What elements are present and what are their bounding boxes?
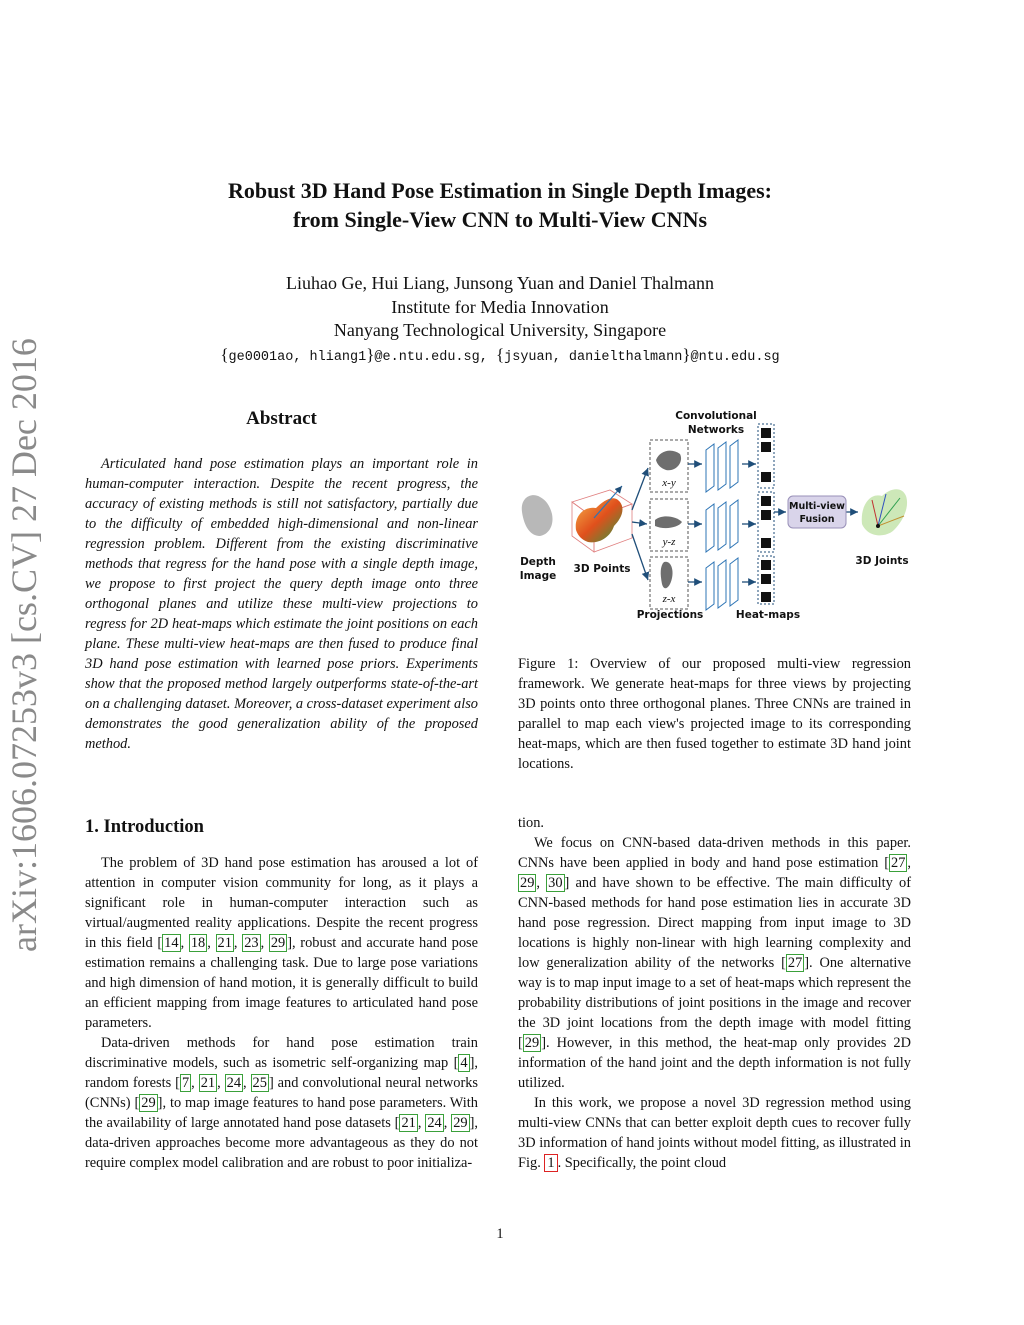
affiliation-2: Nanyang Technological University, Singapore — [333, 320, 667, 340]
citation-link[interactable]: 29 — [524, 1035, 540, 1051]
title-line-2: from Single-View CNN to Multi-View CNNs — [292, 207, 708, 232]
figure-reference-link[interactable]: 1 — [544, 1154, 557, 1172]
right-column-text — [518, 813, 911, 1173]
citation-link[interactable]: 30 — [548, 875, 563, 891]
fig-label-3d-joints: 3D Joints — [855, 555, 909, 567]
citation-link[interactable]: 7 — [181, 1075, 190, 1091]
citation-link[interactable]: 27 — [787, 955, 803, 971]
heatmap-column-yz — [758, 492, 774, 552]
projection-xy — [650, 440, 688, 492]
depth-image-hand — [522, 495, 553, 536]
introduction-heading: 1. Introduction — [85, 817, 204, 837]
citation-link[interactable]: 29 — [520, 875, 535, 891]
cnn-stack-xy — [706, 440, 738, 492]
citation-link[interactable]: 24 — [427, 1115, 442, 1131]
fig-label-projections: Projections — [636, 609, 704, 621]
fig-label-networks: Networks — [687, 424, 745, 436]
3d-joints-hand — [862, 489, 907, 535]
title-line-1: Robust 3D Hand Pose Estimation in Single Depth Images: — [228, 178, 772, 203]
intro-paragraph-1: The problem of 3D hand pose estimation has aroused a lot of attention in computer vision community for long, as it plays a significant role in human-computer interaction such as virtual/augmented reality applications. Despite the recent progress in this field [ 14 , 18 , 21 , 23 , 29 ], robust and accurate hand pose estimation remains a challenging task. Due to large pose variations and high dimension of hand motion, it is generally difficult to build an efficient mapping from image features to articulated hand pose parameters. — [85, 855, 479, 1031]
fig-label-multi-view: Multi-view — [789, 501, 845, 512]
label-view-zx: z-x — [662, 593, 676, 605]
citation-link[interactable]: 18 — [190, 935, 206, 951]
projection-zx — [650, 557, 688, 609]
citation-link[interactable]: 23 — [244, 935, 259, 951]
3d-points-cube — [572, 486, 632, 552]
figure-1-caption: Figure 1: Overview of our proposed multi-view regression framework. We generate heat-maps for three views by projecting 3D points onto three orthogonal planes. Three CNNs are trained in parallel to map each view's projected image to its corresponding heat-maps, which are then fused together to estimate 3D hand joint locations. — [518, 656, 911, 772]
cnn-stack-zx — [706, 558, 738, 610]
heatmap-column-xy — [758, 424, 774, 488]
citation-link[interactable]: 14 — [164, 935, 179, 951]
abstract-body: Articulated hand pose estimation plays an important role in human-computer interaction. Despite the recent progress, the accuracy of existing methods is still not satisfactory, partially due to the difficulty of embedded high-dimensional and non-linear regression problem. Different from the existing discriminative methods that regress for the hand pose with a single depth image, we propose to first project the query depth image onto three orthogonal planes and utilize these multi-view projections to regress for 2D heat-maps which estimate the joint positions on each plane. These multi-view heat-maps are then fused to produce final 3D hand pose estimation with learned pose priors. Experiments show that the proposed method largely outperforms state-of-the-art on a challenging dataset. Moreover, a cross-dataset experiment also demonstrates the good generalization ability of the proposed method. — [85, 456, 479, 752]
fig-label-image: Image — [519, 570, 557, 582]
right-paragraph-1: We focus on CNN-based data-driven methods in this paper. CNNs have been applied in body and hand pose estimation [ 27 , 29 , 30 ] and have shown to be effective. The main difficulty of CNN-based methods for hand pose estimation lies in accurate 3D hand pose regression. Direct mapping from input image to 3D locations is highly non-linear with high learning complexity and low generalization ability of the networks [ 27 ]. One alternative way is to map input image to a set of heat-maps which represent the probability distributions of joint positions in the image and recover the 3D joint locations from the depth image with model fitting [ 29 ]. However, in this method, the heat-map only provides 2D information of the hand joint and the depth information is not fully utilized. — [518, 835, 911, 1091]
label-view-xy: x-y — [662, 477, 676, 489]
citation-link[interactable]: 4 — [460, 1055, 468, 1071]
continuation-text: tion. — [518, 815, 544, 831]
citation-link[interactable]: 21 — [401, 1115, 416, 1131]
fig-label-3d-points: 3D Points — [573, 563, 631, 575]
citation-link[interactable]: 29 — [453, 1115, 468, 1131]
heatmap-column-zx — [758, 556, 774, 604]
label-view-yz: y-z — [662, 536, 676, 548]
authors: Liuhao Ge, Hui Liang, Junsong Yuan and Daniel Thalmann — [286, 273, 714, 293]
citation-link[interactable]: 21 — [217, 935, 232, 951]
fig-label-heatmaps: Heat-maps — [735, 609, 801, 621]
citation-link[interactable]: 27 — [891, 855, 906, 871]
citation-link[interactable]: 24 — [226, 1075, 242, 1091]
author-emails: {ge0001ao, hliang1}@e.ntu.edu.sg, {jsyuan, danielthalmann}@ntu.edu.sg — [220, 345, 780, 365]
affiliation-1: Institute for Media Innovation — [391, 296, 609, 317]
page-number: 1 — [496, 1226, 504, 1242]
projection-yz — [650, 499, 688, 551]
fig-label-depth: Depth — [520, 556, 556, 568]
citation-link[interactable]: 29 — [141, 1095, 156, 1111]
right-paragraph-2: In this work, we propose a novel 3D regression method using multi-view CNNs that can better exploit depth cues to recover fully 3D information of hand joints without model fitting, as illustrated in Fig. 1 . Specifically, the point cloud — [518, 1095, 911, 1171]
paper-title — [0, 176, 1000, 234]
author-block — [0, 272, 1000, 343]
citation-link[interactable]: 29 — [270, 935, 286, 951]
citation-link[interactable]: 21 — [200, 1075, 216, 1091]
fig-label-fusion: Fusion — [799, 514, 835, 525]
arxiv-identifier: arXiv:1606.07253v3 [cs.CV] 27 Dec 2016 — [4, 338, 44, 952]
cnn-stack-yz — [706, 500, 738, 552]
figure-1-diagram — [510, 402, 920, 632]
intro-paragraph-2: Data-driven methods for hand pose estimation train discriminative models, such as isometric self-organizing map [ 4 ], random forests [ 7 , 21 , 24 , 25 ] and convolutional neural networks (CNNs) [ 29 ], to map image features to hand pose parameters. With the availability of large annotated hand pose datasets [ 21 , 24 , 29 ], data-driven approaches become more advantageous as they do not require complex model calibration and are robust to poor initializa- — [85, 1035, 479, 1171]
citation-link[interactable]: 25 — [252, 1075, 267, 1091]
point-cloud-hand — [576, 498, 623, 542]
abstract-heading: Abstract — [246, 408, 317, 429]
fig-label-convolutional: Convolutional — [675, 410, 757, 422]
left-column-text — [85, 853, 478, 1173]
